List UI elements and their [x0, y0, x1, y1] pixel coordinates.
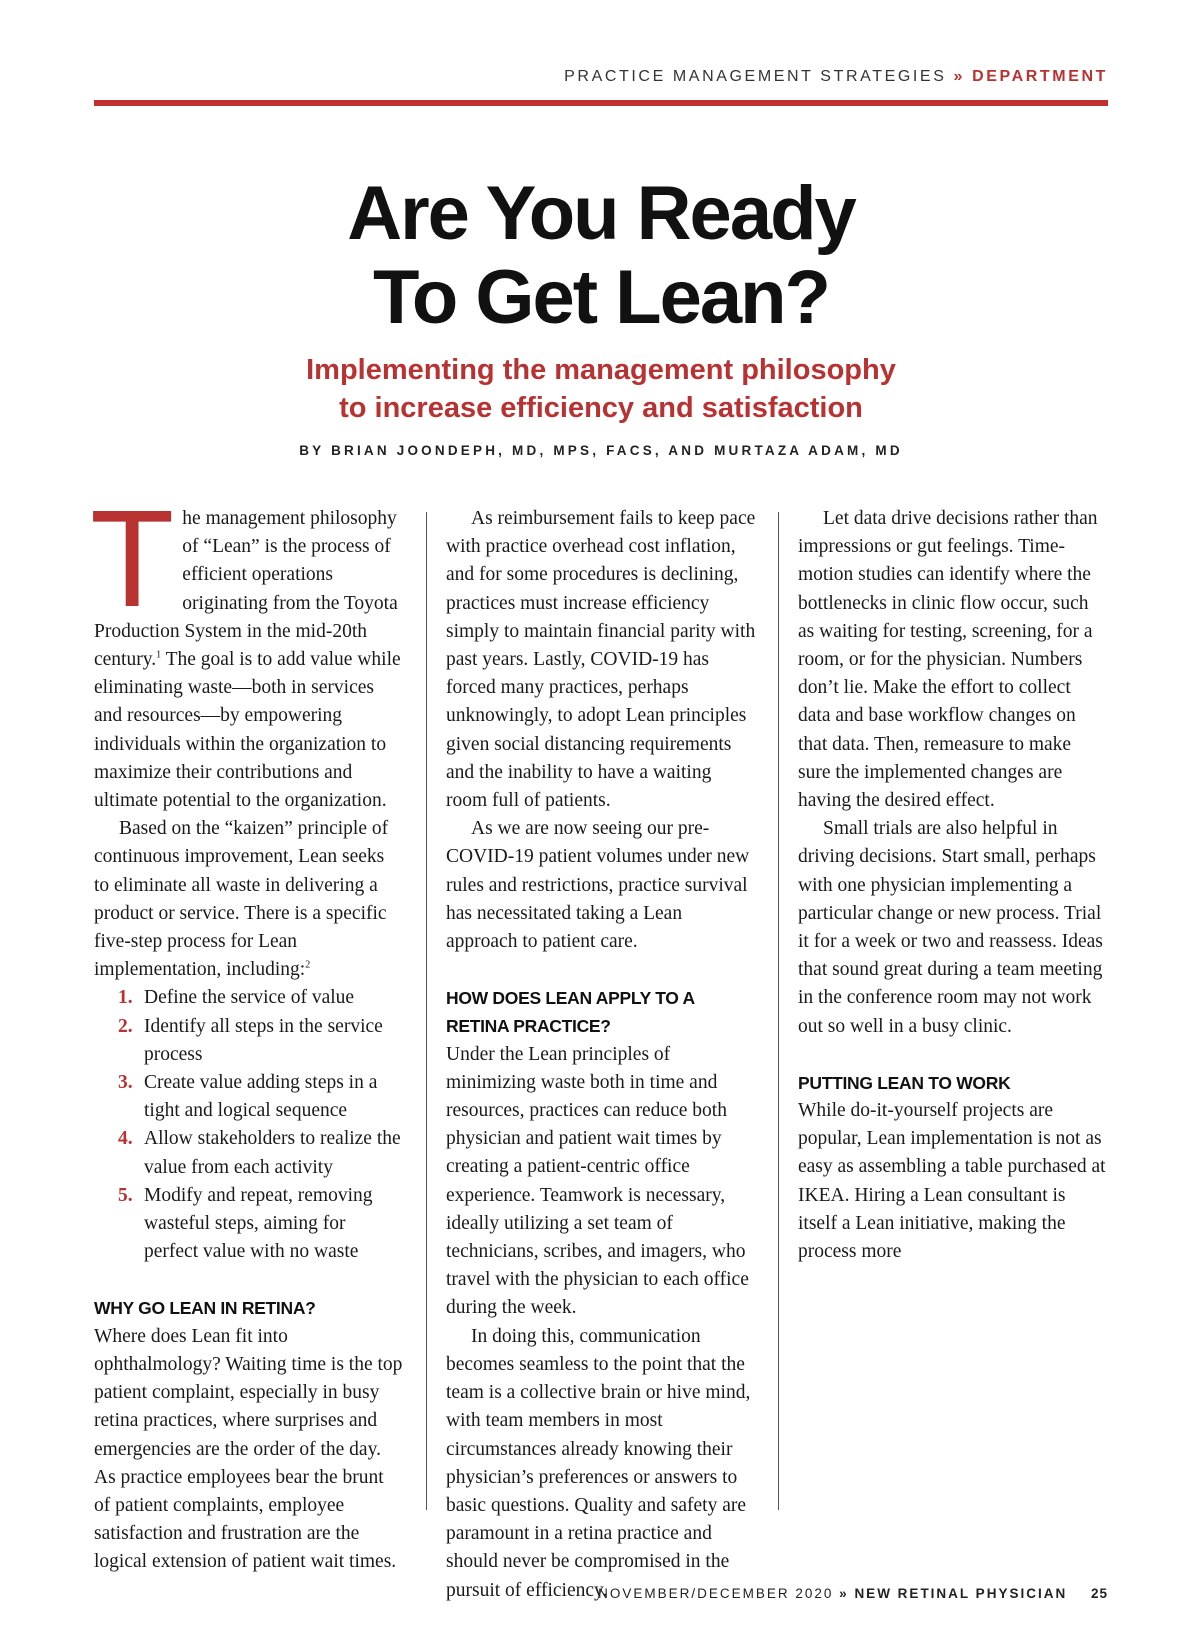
paragraph: While do-it-yourself projects are popular, Lean implementation is not as easy as assembling a table purchased at IKEA. Hiring a Lean consultant is itself a Lean initiative, making the process more	[798, 1100, 1106, 1263]
subtitle-line-2: to increase efficiency and satisfaction	[339, 392, 863, 424]
list-item: 5. Modify and repeat, removing wasteful steps, aiming for perfect value with no waste	[118, 1184, 373, 1263]
title-line-2: To Get Lean?	[373, 255, 829, 340]
header-separator: »	[953, 68, 966, 85]
column-3	[798, 505, 1108, 1266]
column-divider	[426, 512, 427, 1510]
reference-1: 1	[156, 649, 162, 661]
article-title	[94, 172, 1108, 340]
column-2	[446, 505, 756, 1605]
article-subtitle	[94, 351, 1108, 427]
running-header	[94, 68, 1108, 86]
list-item: 2. Identify all steps in the service process	[118, 1015, 383, 1065]
magazine-name: NEW RETINAL PHYSICIAN	[854, 1586, 1068, 1601]
footer-separator: »	[839, 1586, 849, 1601]
list-item: 4. Allow stakeholders to realize the value from each activity	[118, 1128, 401, 1178]
page-number: 25	[1090, 1586, 1108, 1601]
paragraph: Small trials are also helpful in driving decisions. Start small, perhaps with one physician implementing a particular change or new process. Trial it for a week or two and reassess. Ideas that sound great during a team meeting in the conference room may not work out so well in a busy clinic.	[798, 818, 1103, 1037]
intro-paragraph: The management philosophy of “Lean” is the process of efficient operations originating from the Toyota Production System in the mid-20th century.$^1$ The goal is to add value while eliminating waste—both in services and resources—by empowering individuals within the organization to maximize their contributions and ultimate potential to the organization.	[90, 482, 401, 812]
issue-date: NOVEMBER/DECEMBER 2020	[598, 1586, 834, 1601]
paragraph: As we are now seeing our pre-COVID-19 patient volumes under new rules and restrictions, practice survival has necessitated taking a Lean approach to patient care.	[446, 818, 750, 953]
list-item: 3. Create value adding steps in a tight and logical sequence	[118, 1072, 378, 1122]
section-heading: PUTTING LEAN TO WORK	[798, 1072, 1011, 1093]
paragraph: In doing this, communication becomes seamless to the point that the team is a collective brain or hive mind, with team members in most circumstances already knowing their physician’s preferences or answers to basic questions. Quality and safety are paramount in a retina practice and should never be compromised in the pursuit of efficiency.	[446, 1325, 751, 1601]
paragraph: Where does Lean fit into ophthalmology? Waiting time is the top patient complaint, especially in busy retina practices, where surprises and emergencies are the order of the day. As practice employees bear the brunt of patient complaints, employee satisfaction and frustration are the logical extension of patient wait times.	[94, 1325, 403, 1573]
subtitle-line-1: Implementing the management philosophy	[306, 354, 896, 386]
five-step-list	[94, 984, 404, 1266]
byline: BY BRIAN JOONDEPH, MD, MPS, FACS, AND MURTAZA ADAM, MD	[299, 443, 903, 458]
paragraph: As reimbursement fails to keep pace with practice overhead cost inflation, and for some procedures is declining, practices must increase efficiency simply to maintain financial parity with past years. Lastly, COVID-19 has forced many practices, perhaps unknowingly, to adopt Lean principles given social distancing requirements and the inability to have a waiting room full of patients.	[446, 508, 756, 812]
title-line-1: Are You Ready	[347, 171, 855, 256]
list-item: 1. Define the service of value	[118, 987, 355, 1009]
column-1	[90, 482, 404, 1577]
section-heading: WHY GO LEAN IN RETINA?	[94, 1298, 316, 1319]
section-heading: HOW DOES LEAN APPLY TO A RETINA PRACTICE?	[446, 988, 695, 1037]
running-footer	[94, 1586, 1108, 1601]
column-divider	[778, 512, 779, 1510]
paragraph: Under the Lean principles of minimizing waste both in time and resources, practices can reduce both physician and patient wait times by creating a patient-centric office experience. Teamwork is necessary, ideally utilizing a set team of technicians, scribes, and imagers, who travel with the physician to each office during the week.	[446, 1043, 749, 1319]
header-rule	[94, 100, 1108, 106]
section-name: PRACTICE MANAGEMENT STRATEGIES	[564, 68, 947, 85]
paragraph: Let data drive decisions rather than impressions or gut feelings. Time-motion studies can identify where the bottlenecks in clinic flow occur, such as waiting for testing, screening, for a room, or for the physician. Numbers don’t lie. Make the effort to collect data and base workflow changes on that data. Then, remeasure to make sure the implemented changes are having the desired effect.	[798, 508, 1098, 812]
paragraph: Based on the “kaizen” principle of continuous improvement, Lean seeks to eliminate all waste in delivering a product or service. There is a specific five-step process for Lean implementation, including:$^2$	[94, 818, 389, 981]
reference-2: 2	[305, 959, 311, 971]
drop-cap: T	[90, 482, 175, 636]
department-label: DEPARTMENT	[972, 68, 1108, 85]
